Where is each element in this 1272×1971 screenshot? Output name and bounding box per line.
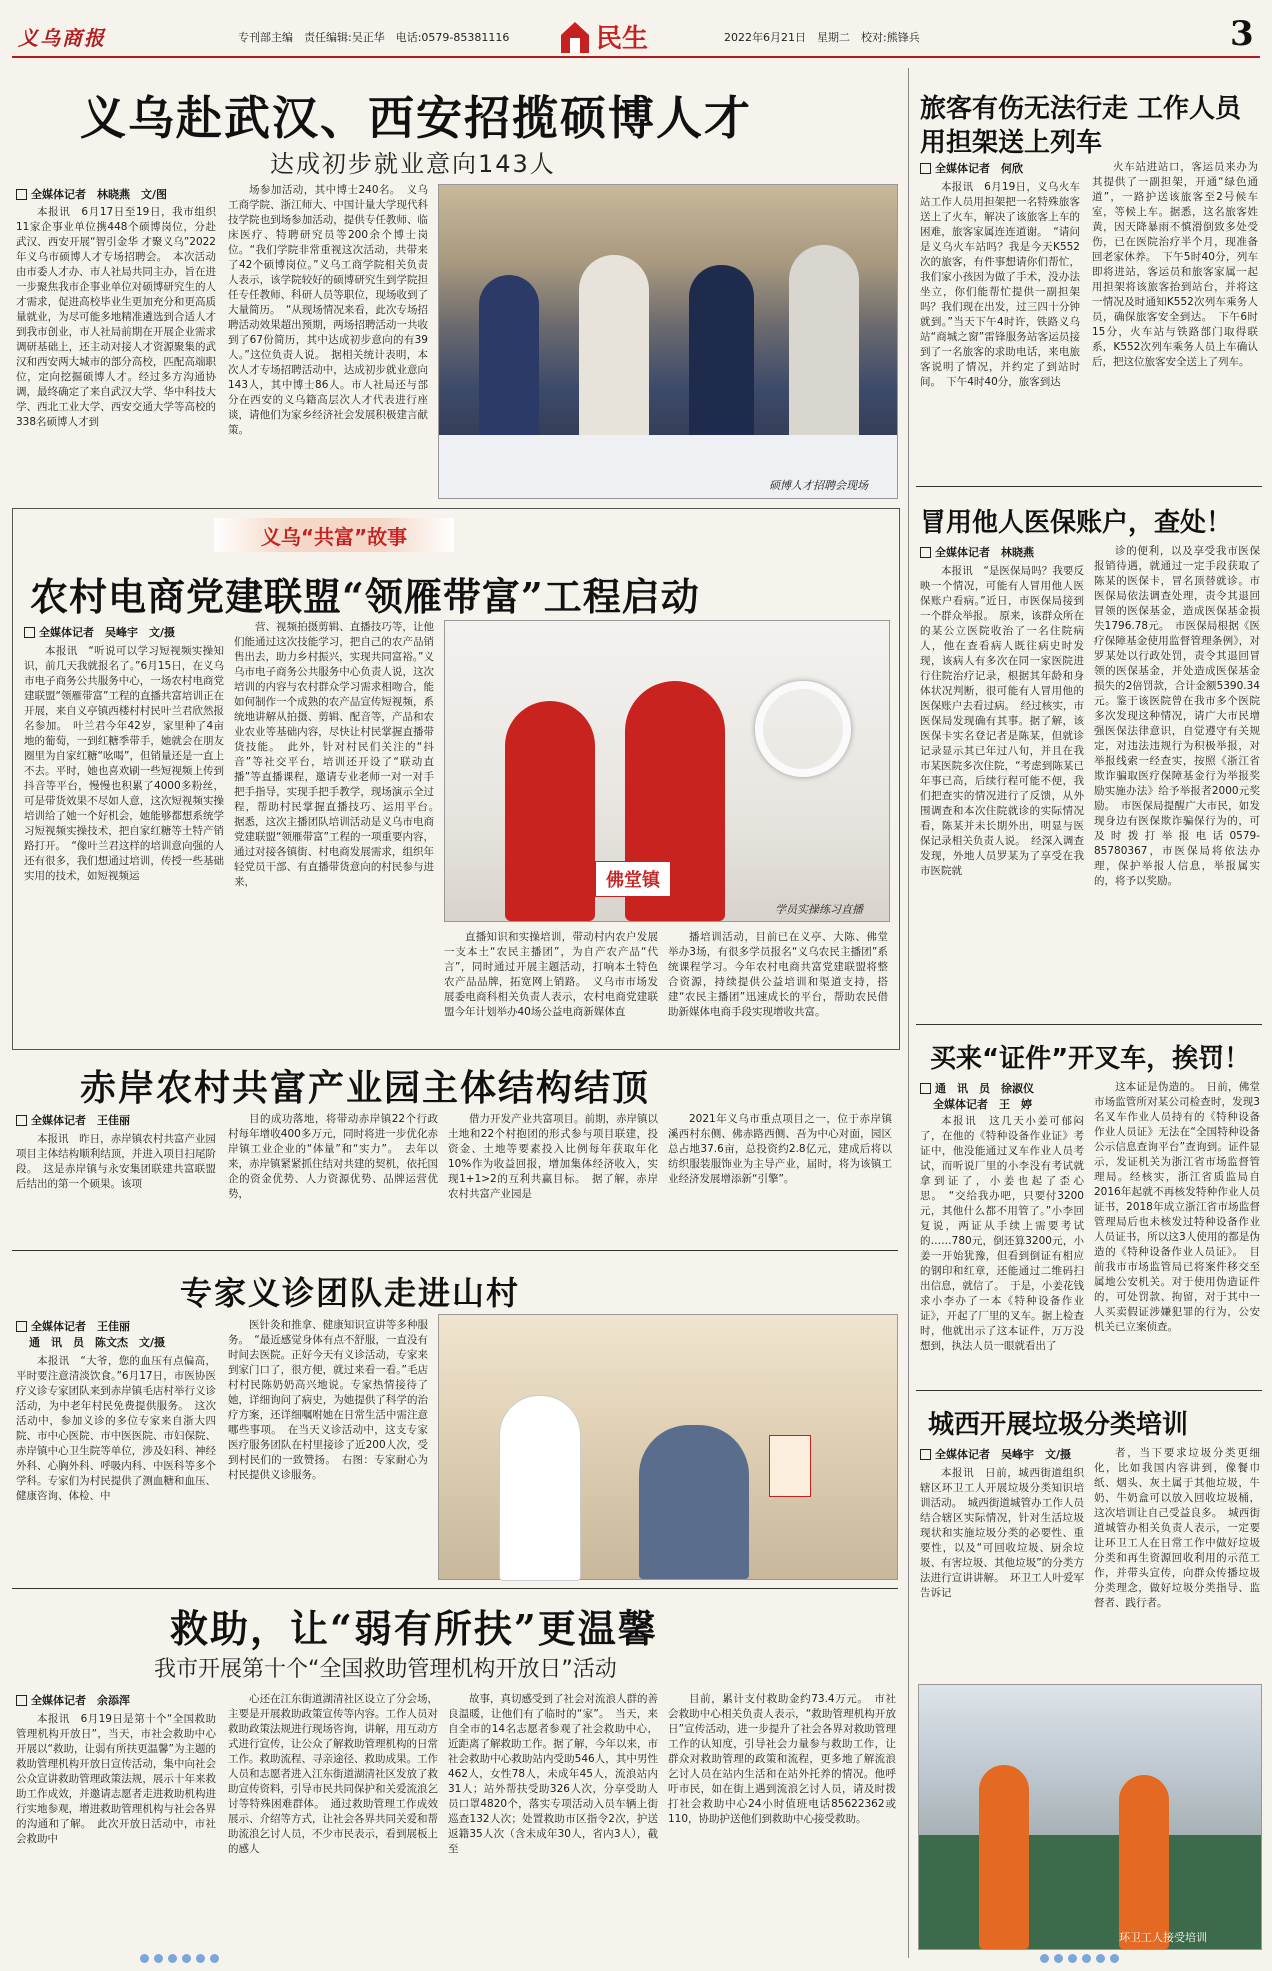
footer-dots — [1040, 1954, 1119, 1963]
headline: 冒用他人医保账户，查处！ — [920, 508, 1233, 538]
article-body: 本报讯 这几天小姜可郁闷了，在他的《特种设备作业证》考证中，他没能通过叉车作业人员考试，而听说厂里的小李没有考试就拿到证了，小姜也起了歪心思。 “交给我办吧，只要付3200元，其他什么都不用管了。”小李回复说，两证从手续上需要考试的……780元，倒还算3200元，小姜一开始犹豫，但看到倒证有相应的钢印和红章，还能通过二维码扫出信息，就信了。 于是，小姜花钱求小李办了一本《特种设备作业证》，开起了厂里的叉车。据上检查时，他就出示了这本证件，万万没想到，执法人员一眼就看出了 — [920, 1115, 1084, 1352]
training-photo — [918, 1684, 1262, 1950]
headline: 专家义诊团队走进山村 — [180, 1274, 521, 1312]
column-divider — [908, 68, 909, 1958]
article-body: 目前，累计支付救助金约73.4万元。 市社会救助中心相关负责人表示，“救助管理机构开放日”宣传活动，进一步提升了社会各界对救助管理工作的认知度，引导社会力量参与救助工作，让群众对救助管理的政策和流程，更多地了解流浪乞讨人员在站内生活和在站外托养的情况。他呼吁市民，如在街上遇到流浪乞讨人员，请及时拨打社会救助中心24小时值班电话85622362或110，协助护送他们到救助中心接受救助。 — [668, 1693, 896, 1825]
photo-sign: 佛堂镇 — [595, 861, 671, 897]
divider — [916, 1024, 1262, 1025]
byline: 全媒体记者 王佳丽 — [16, 1318, 130, 1334]
article-body: 本报讯 “是医保局吗？我要反映一个情况，可能有人冒用他人医保账户看病。”近日，市医保局接到一个群众举报。 原来，该群众所在的某公立医院收治了一名住院病人，他在查看病人既往病史时发现，该病人有多次在同一家医院进行住院治疗记录，根据其年龄和身体状况判断，很可能有人冒用他的医保账户去看过病。 经过核实，市医保局发现确有其事。据了解，该医保卡实名登记者是陈某，但就诊记录显示其已年过八旬，并且在我市某医院多次住院，“考虑到陈某已年事已高，后续行程可能不便，我们把查实的情况进行了反馈，从外围调查和本次住院就诊的实际情况看，陈某并未长期外出，明显与医保记录相关负责人说。 经深入调查发现，外地人员罗某为了享受在我市医院就 — [920, 565, 1084, 877]
divider — [916, 1390, 1262, 1391]
article-body: 本报讯 “听说可以学习短视频实操知识，前几天我就报名了。”6月15日，在义乌市电子商务公共服务中心，一场农村电商党建联盟“领雁带富”工程的直播共富培训正在开展，来自义亭镇西楼村村民叶兰君欣然报名参加。 叶兰君今年42岁，家里种了4亩地的葡萄，一到红糖季带手，她就会在朋友圈里为自家红糖“吆喝”，但销量还是一直上不去。平时，她也喜欢刷一些短视频上传到抖音等平台，慢慢也积累了4000多粉丝，可是带货效果不尽如人意，这次短视频实操培训给了她一个好机会，她能够都想系统学习短视频实操技术，把自家红糖等土特产销路打开。 “像叶兰君这样的培训意向强的人还有很多，我们想通过培训，传授一些基础实用的技术，如短视频运 — [24, 645, 224, 882]
recruitment-photo — [438, 184, 898, 499]
article-body: 本报讯 6月19日，义乌火车站工作人员用担架把一名特殊旅客送上了火车，解决了该旅客上车的困难，旅客家属连连道谢。 “请问是义乌火车站吗？我是今天K552次的旅客，有件事想请你们帮忙，我们家小孩因为做了手术，没办法坐立，你们能帮忙提供一副担架吗？我们现在出发，过三四十分钟就到。”当天下午4时许，铁路义乌站“商城之窗”雷锋服务站客运员接到了一名旅客的求助电话，来电旅客说明了情况，并约定了到站时间。 下午4时40分，旅客到达 — [920, 181, 1080, 388]
headline: 买来“证件”开叉车，挨罚！ — [930, 1044, 1251, 1074]
article-body: 营、视频拍摄剪辑、直播技巧等，让他们能通过这次技能学习，把自己的农产品销售出去，助力乡村振兴，实现共同富裕。”义乌市电子商务公共服务中心负责人说，这次培训的内容与农村群众学习需求相吻合，能如何制作一个成熟的农产品宣传短视频，系统地讲解从拍摄、剪辑、配音等，产品和农业农业等基础内容，尽快让村民掌握直播带货技能。 此外，针对村民们关注的“抖音”等社交平台，培训还开设了“联动直播”等直播课程，邀请专业老师一对一对手把手指导，实现手把手教学，现场演示全过程，帮助村民掌握直播技巧、运用平台。 据悉，这次主播团队培训活动是义乌市电商党建联盟“领雁带富”工程的一项重要内容，通过对接各镇街、村电商发展需求，组织年轻党员干部、有直播带货意向的村民参与进来， — [234, 621, 445, 888]
photo-person — [639, 1425, 749, 1579]
byline-box-icon — [920, 1083, 931, 1094]
article-body: 场参加活动，其中博士240名。 义乌工商学院、浙江师大、中国计量大学现代科技学院也到场参加活动，提供专任教师、临床医疗、特聘研究员等200余个博士岗位。“我们学院非常重视这次活动，共带来了42个硕博岗位。”义乌工商学院相关负责人表示，该学院较好的硕博研究生到学院担任专任教师、科研人员等职位，现场收到了大量简历。 “从现场情况来看，此次专场招聘活动效果超出预期，两场招聘活动一共收到了67份简历，其中达成初步意向的有39人。”这位负责人说。 据相关统计表明，本次人才专场招聘活动中，达成初步就业意向143人，其中博士86人。市人社局还与部分在西安的义乌籍高层次人才代表进行座谈，请他们为家乡经济社会发展积极建言献策。 — [228, 184, 428, 436]
photo-person — [505, 701, 595, 921]
byline: 通 讯 员 陈文杰 文/摄 — [29, 1336, 166, 1349]
house-icon — [558, 19, 592, 55]
masthead — [0, 0, 1272, 62]
photo-person — [499, 1395, 581, 1581]
paper-name: 义乌商报 — [18, 26, 106, 50]
photo-caption: 学员实操练习直播 — [775, 903, 863, 916]
byline-box-icon — [16, 1695, 27, 1706]
headline: 义乌赴武汉、西安招揽硕博人才 — [80, 91, 752, 145]
photo-person — [1119, 1775, 1169, 1949]
byline: 全媒体记者 吴峰宇 文/摄 — [920, 1446, 1071, 1462]
section-name: 民生 — [596, 24, 649, 54]
article-body: 借力开发产业共富项目。前期，赤岸镇以土地和22个村抱团的形式参与项目联建，投资金、土地等要素投入比例每年获取年化10%作为收益回报，增加集体经济收入，实现1+1>2的互利共赢目标。 据了解，赤岸农村共富产业园是 — [448, 1113, 658, 1200]
editor-info: 专刊部主编 责任编辑:吴正华 电话:0579-85381116 — [238, 31, 510, 44]
article-body: 故事，真切感受到了社会对流浪人群的善良温暖，让他们有了临时的“家”。 当天，来自全市的14名志愿者参观了社会救助中心，近距离了解救助工作。据了解，今年以来，市社会救助中心救助站内受助546人，其中男性462人，女性78人，未成年45人，流浪站内31人；站外帮扶受助326人次，分享受助人员口罩4820个，落实专项活动入员车辆上街巡查132人次；处置救助市区指令2次，护送返籍35人次（含未成年30人，省内3人），截至 — [448, 1693, 658, 1855]
byline: 全媒体记者 林晓燕 文/图 — [16, 186, 167, 202]
article-body: 2021年义乌市重点项目之一，位于赤岸镇溪西村东侧、佛赤路西侧、吾为中心对面，园区总占地37.6亩，总投资约2.8亿元，建成后将以纺织服装服饰业为主导产业，届时，将为该镇工业经济发展增添新“引擎”。 — [668, 1113, 892, 1185]
article-body: 本报讯 日前，城西街道组织辖区环卫工人开展垃圾分类知识培训活动。 城西街道城管办工作人员结合辖区实际情况，针对生活垃圾现状和实施垃圾分类的必要性、重要性，以及“可回收垃圾、厨余垃圾、有害垃圾、其他垃圾”的分类方法进行宣讲讲解。 环卫工人叶爱军告诉记 — [920, 1467, 1084, 1599]
byline: 全媒体记者 吴峰宇 文/摄 — [24, 624, 175, 640]
photo-caption: 硕博人才招聘会现场 — [769, 479, 868, 492]
article-body: 本报讯 昨日，赤岸镇农村共富产业园项目主体结构顺利结顶，并进入项目扫尾阶段。 这是赤岸镇与永安集团联建共富联盟后结出的第一个硕果。该项 — [16, 1133, 216, 1190]
byline: 全媒体记者 王佳丽 — [16, 1112, 130, 1128]
article-body: 本报讯 “大爷，您的血压有点偏高，平时要注意清淡饮食。”6月17日，市医协医疗义诊专家团队来到赤岸镇毛店村举行义诊活动，为中老年村民免费提供服务。 这次活动中，参加义诊的多位专家来自浙大四院、市中心医院、市中医医院、市妇保院、赤岸镇中心卫生院等单位，涉及妇科、神经外科、心胸外科、呼吸内科、中医科等多个学科。专家们为村民提供了测血糖和血压、健康咨询、体检、中 — [16, 1355, 216, 1502]
headline: 赤岸农村共富产业园主体结构结顶 — [80, 1067, 651, 1109]
article-body: 医针灸和推拿、健康知识宣讲等多种服务。 “最近感觉身体有点不舒服，一直没有时间去医院。正好今天有义诊活动，专家来到家门口了，很方便，就过来看一看。”毛店村村民陈奶奶高兴地说。专家热情接待了她，详细询问了病史，为她提供了科学的治疗方案，还详细嘱咐她在日常生活中需注意哪些事项。 在当天义诊活动中，这支专家医疗服务团队在村里接诊了近200人次，受到村民们的一致赞扬。 右图：专家耐心为村民提供义诊服务。 — [228, 1319, 428, 1481]
divider — [12, 1588, 898, 1589]
livestream-photo — [444, 620, 890, 922]
masthead-rule — [12, 56, 1260, 58]
article-body: 火车站进站口，客运员来办为其提供了一副担架，开通“绿色通道”，一路护送该旅客至2号候车室，等候上车。据悉，这名旅客姓黄，因天降暴雨不慎滑倒致多处受伤，已在医院治疗半个月，现准备回老家休养。 下午5时40分，列车即将进站，客运员和旅客家属一起用担架将该旅客抬到站台，并将这一情况及时通知K552次列车乘务人员，确保旅客安全到达。 下午6时15分，火车站与铁路部门取得联系，K552次列车乘务人员上车确认后，把这位旅客安全送上了列车。 — [1092, 161, 1258, 368]
photo-bins — [919, 1835, 1261, 1949]
article-body: 这本证是伪造的。 日前，佛堂市场监管所对某公司检查时，发现3名叉车作业人员持有的《特种设备作业人员证》无法在“全国特种设备公示信息查询平台”查询到。证件显示，发证机关为浙江省市场监督管理局。经核实，浙江省质监局自2016年起就不再核发特种作业人员证书，2018年成立浙江省市场监督管理局后也未核发过特种设备作业人员证书，所以这3人使用的都是伪造的《特种设备作业人员证》。 目前我市市场监管局已将案件移交至属地公安机关。对于使用伪造证件的，可处罚款、拘留，对于其中一人买卖假证涉嫌犯罪的行为，公安机关已立案侦查。 — [1094, 1081, 1260, 1333]
byline: 全媒体记者 林晓燕 — [920, 544, 1034, 560]
subheadline: 我市开展第十个“全国救助管理机构开放日”活动 — [154, 1657, 617, 1682]
photo-caption: 环卫工人接受培训 — [1119, 1931, 1207, 1944]
divider — [916, 486, 1262, 487]
headline: 救助，让“弱有所扶”更温馨 — [170, 1606, 658, 1651]
section-badge — [558, 18, 648, 55]
article-body: 直播知识和实操培训，带动村内农户发展一支本土“农民主播团”，为自产农产品“代言”，同时通过开展主题活动，打响本土特色农产品品牌，拓宽网上销路。 义乌市市场发展委电商科相关负责人表示，农村电商党建联盟今年计划举办40场公益电商新媒体直 — [444, 931, 658, 1018]
masthead-date: 2022年6月21日 星期二 校对:熊锋兵 — [724, 31, 920, 44]
headline: 农村电商党建联盟“领雁带富”工程启动 — [30, 574, 700, 619]
subheadline: 达成初步就业意向143人 — [270, 150, 556, 178]
photo-person — [979, 1765, 1029, 1949]
article-body: 本报讯 6月19日是第十个“全国救助管理机构开放日”，当天，市社会救助中心开展以“救助，让弱有所扶更温馨”为主题的救助管理机构开放日宣传活动，集中向社会公众宣讲救助管理政策法规，展示十年来救助工作成效，并邀请志愿者走进救助机构进行实地参观，增进救助管理机构与社会各界的沟通和了解。 此次开放日活动中，市社会救助中 — [16, 1713, 216, 1845]
clinic-photo — [438, 1314, 898, 1580]
byline-box-icon — [920, 163, 931, 174]
article-body: 目的成功落地，将带动赤岸镇22个行政村每年增收400多万元，同时将进一步优化赤岸镇工业企业的“体量”和“实力”。 去年以来，赤岸镇紧紧抓住结对共建的契机，依托国企的资金优势、人力资源优势、品牌运营优势， — [228, 1113, 438, 1200]
headline: 旅客有伤无法行走 工作人员用担架送上列车 — [920, 94, 1242, 158]
byline-box-icon — [24, 627, 35, 638]
article-body: 心还在江东街道湖清社区设立了分会场，主要是开展救助政策宣传等内容。工作人员对救助政策法规进行现场咨询，讲解，用互动方式进行宣传，让公众了解救助管理机构的日常工作。救助流程、寻亲途径、救助成果。工作人员和志愿者进入江东街道湖清社区发放了救助宣传资料，引导市民共同保护和关爱流浪乞讨等特殊困难群体。 通过救助管理工作成效展示、介绍等方式，让社会各界共同关爱和帮助流浪乞讨人员，不少市民表示，看到展板上的感人 — [228, 1693, 438, 1855]
byline: 全媒体记者 王 婷 — [933, 1098, 1032, 1111]
ring-light — [755, 681, 851, 777]
byline-box-icon — [920, 1449, 931, 1460]
byline: 全媒体记者 何欣 — [920, 160, 1023, 176]
byline: 全媒体记者 余添浑 — [16, 1692, 130, 1708]
article-body: 播培训活动，目前已在义亭、大陈、佛堂举办3场，有很多学员报名“义乌农民主播团”系统课程学习。今年农村电商共富党建联盟将整合资源，持续提供公益培训和渠道支持，搭建“农民主播团”迅速成长的平台，帮助农民借助新媒体电商手段实现增收共富。 — [668, 931, 888, 1018]
divider — [12, 1250, 898, 1251]
photo-sign — [769, 1435, 811, 1497]
article-body: 诊的便利，以及享受我市医保报销待遇，就通过一定手段获取了陈某的医保卡，冒名顶替就诊。市医保局依法调查处理，责令其退回冒领的医保基金，造成医保基金损失1796.78元。 市医保局根据《医疗保障基金使用监督管理条例》，对罗某处以行政处罚，责令其退回冒领的医保基金，并处造成医保基金损失的2倍罚款，合计金额5390.34元。鉴于该医院曾在我市多个医院多次发现这种情况，请广大市民增强医保法律意识，自觉遵守有关规定，对违法违规行为积极举报，对举报线索一经查实，按照《浙江省欺诈骗取医疗保障基金行为举报奖励实施办法》给予举报者2000元奖励。 市医保局提醒广大市民，如发现身边有医保欺诈骗保行为的，可及时拨打举报电话0579-85780367，市医保局将依法办理，保护举报人信息，举报属实的，将予以奖励。 — [1094, 545, 1260, 887]
byline-box-icon — [16, 1115, 27, 1126]
article-body: 本报讯 6月17日至19日，我市组织11家企事业单位携448个硕博岗位，分赴武汉、西安开展“智引金华 才聚义乌”2022年义乌市硕博人才专场招聘会。 本次活动由市委人才办、市人社局共同主办，旨在进一步聚焦我市企事业单位对硕博研究生的人才需求，促进高校毕业生更加充分和更高质量就业，为尽可能多地精准遴选到合适人才到我市创业，市人社局前期在开展企业需求调研基础上，还主动对接人才资源聚集的武汉和西安两大城市的部分高校，匹配高端职位，定向挖掘硕博人才。经过多方沟通协调，最终确定了来自武汉大学、华中科技大学、西北工业大学、西安交通大学等高校的338名硕博人才到 — [16, 206, 216, 428]
page-number: 3 — [1230, 14, 1254, 54]
footer-dots — [140, 1954, 219, 1963]
headline: 城西开展垃圾分类培训 — [928, 1410, 1189, 1440]
article-body: 者，当下要求垃圾分类更细化，比如我国内容讲到，像餐巾纸、烟头、灰土属于其他垃圾，牛奶、牛奶盒可以放入回收垃圾桶，这次培训让自己受益良多。 城西街道城管办相关负责人表示，一定要让环卫工人在日常工作中做好垃圾分类和再生资源回收利用的示范工作，并带头宣传，向群众传播垃圾分类理念，做好垃圾分类指导、监督者、践行者。 — [1094, 1447, 1260, 1609]
byline: 通 讯 员 徐淑仪 — [920, 1080, 1034, 1096]
byline-box-icon — [16, 189, 27, 200]
byline-box-icon — [920, 547, 931, 558]
column-tag: 义乌“共富”故事 — [214, 518, 454, 552]
byline-box-icon — [16, 1321, 27, 1332]
